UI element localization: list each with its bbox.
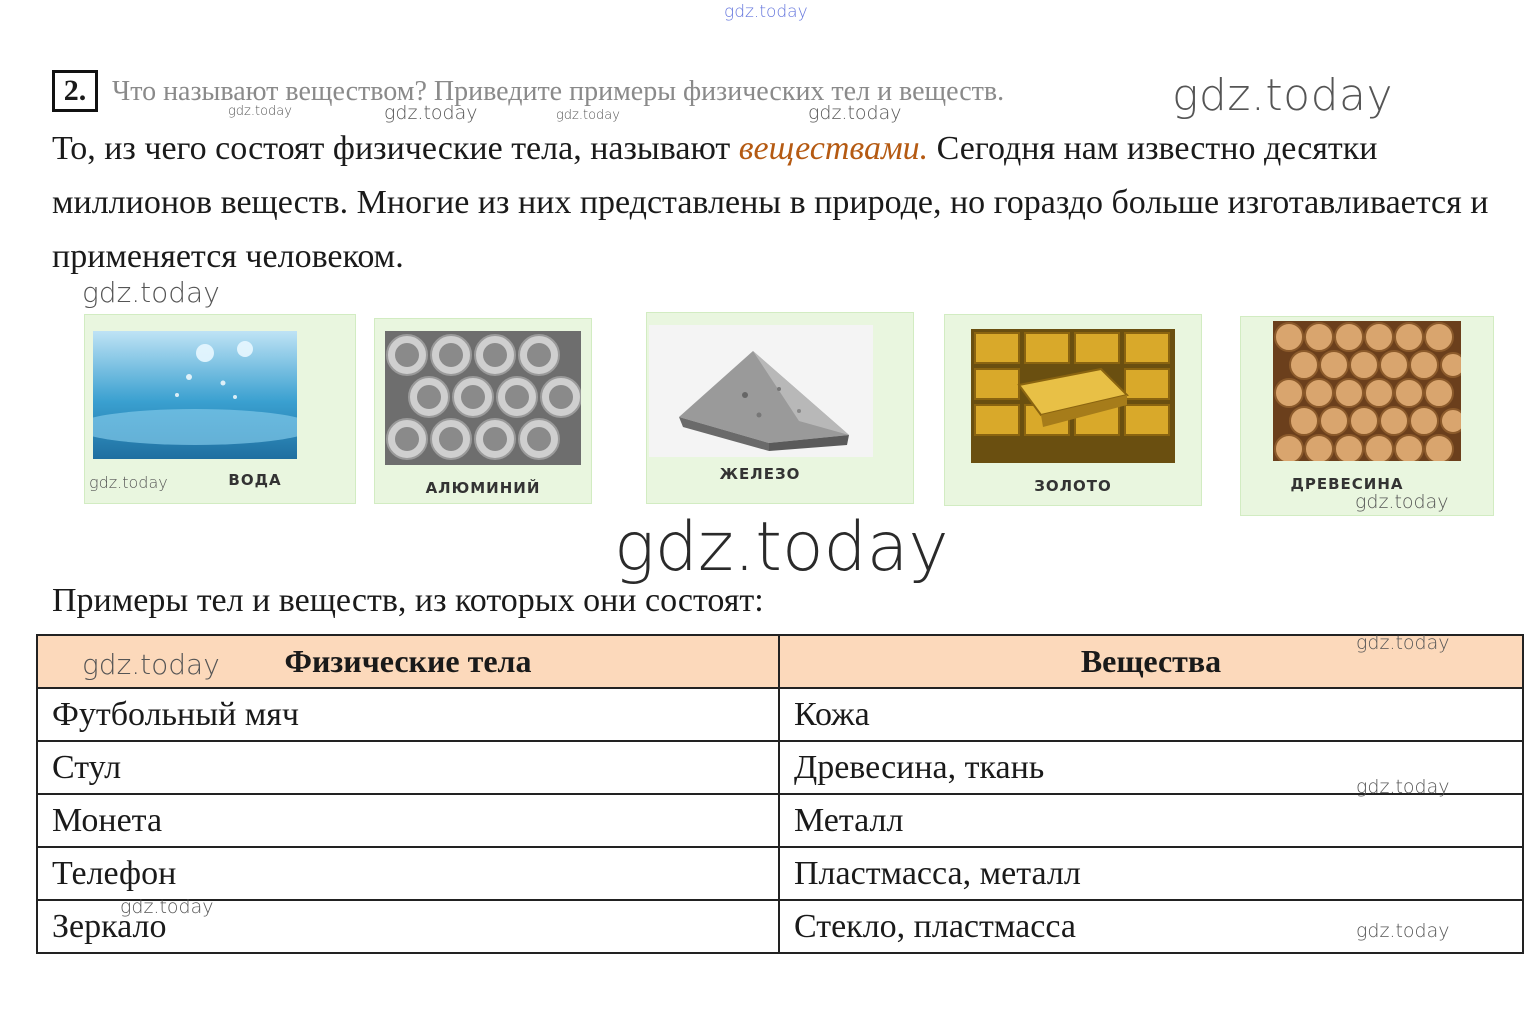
substance-cell: Пластмасса, металл: [779, 847, 1523, 900]
substance-label: АЛЮМИНИЙ: [425, 479, 541, 497]
body-cell: Телефон: [37, 847, 779, 900]
watermark: gdz.today: [82, 276, 220, 309]
substance-cell: Кожа: [779, 688, 1523, 741]
substance-card-aluminum: [374, 318, 592, 504]
substance-cell: Стекло, пластмасса: [779, 900, 1523, 953]
substance-card-wood: [1240, 316, 1494, 516]
substance-card-gold: [944, 314, 1202, 506]
table-row: [37, 847, 1523, 900]
watermark: gdz.today: [228, 104, 292, 119]
question-text: Что называют веществом? Приведите примеры физических тел и веществ.: [112, 76, 1005, 107]
watermark: gdz.today: [384, 102, 478, 124]
watermark: gdz.today: [1356, 632, 1450, 654]
watermark: gdz.today: [120, 896, 214, 918]
gold-bars-photo: [971, 329, 1175, 463]
header-substances: Вещества: [779, 635, 1523, 688]
watermark: gdz.today: [82, 648, 220, 681]
substance-label: ЗОЛОТО: [1034, 477, 1112, 495]
water-photo: [93, 331, 297, 459]
examples-title: Примеры тел и веществ, из которых они состоят:: [52, 582, 764, 619]
wood-logs-photo: [1273, 321, 1461, 461]
body-cell: Стул: [37, 741, 779, 794]
paragraph-start: То, из чего состоят физические тела, называют: [52, 130, 739, 167]
examples-table: [36, 634, 1524, 954]
header-physical-bodies: Физические тела: [37, 635, 779, 688]
watermark: gdz.today: [1356, 920, 1450, 942]
substance-label: ДРЕВЕСИНА: [1290, 475, 1404, 493]
body-cell: Зеркало: [37, 900, 779, 953]
table-header-row: [37, 635, 1523, 688]
watermark: gdz.today: [724, 2, 808, 22]
question-number: 2.: [52, 70, 98, 112]
table-row: [37, 741, 1523, 794]
aluminum-pipes-photo: [385, 331, 581, 465]
watermark: gdz.today: [1355, 491, 1449, 513]
substance-cell: Металл: [779, 794, 1523, 847]
substance-label: ЖЕЛЕЗО: [719, 465, 801, 483]
watermark: gdz.today: [1172, 70, 1394, 121]
table-row: [37, 794, 1523, 847]
watermark: gdz.today: [614, 508, 949, 587]
answer-paragraph: [52, 122, 1492, 284]
iron-chunk-photo: [649, 325, 873, 457]
watermark: gdz.today: [808, 102, 902, 124]
substance-cell: Древесина, ткань: [779, 741, 1523, 794]
body-cell: Футбольный мяч: [37, 688, 779, 741]
body-cell: Монета: [37, 794, 779, 847]
substance-card-water: [84, 314, 356, 504]
highlighted-term: веществами.: [738, 130, 929, 167]
table-row: [37, 688, 1523, 741]
substance-card-iron: [646, 312, 914, 504]
substance-label: ВОДА: [228, 471, 282, 489]
watermark: gdz.today: [1356, 776, 1450, 798]
watermark: gdz.today: [89, 473, 168, 492]
table-row: [37, 900, 1523, 953]
watermark: gdz.today: [556, 108, 620, 123]
paragraph-end: Сегодня нам известно десятки миллионов веществ. Многие из них представлены в природе, но гораздо больше изготавливается и применяется человеком.: [52, 130, 1489, 275]
